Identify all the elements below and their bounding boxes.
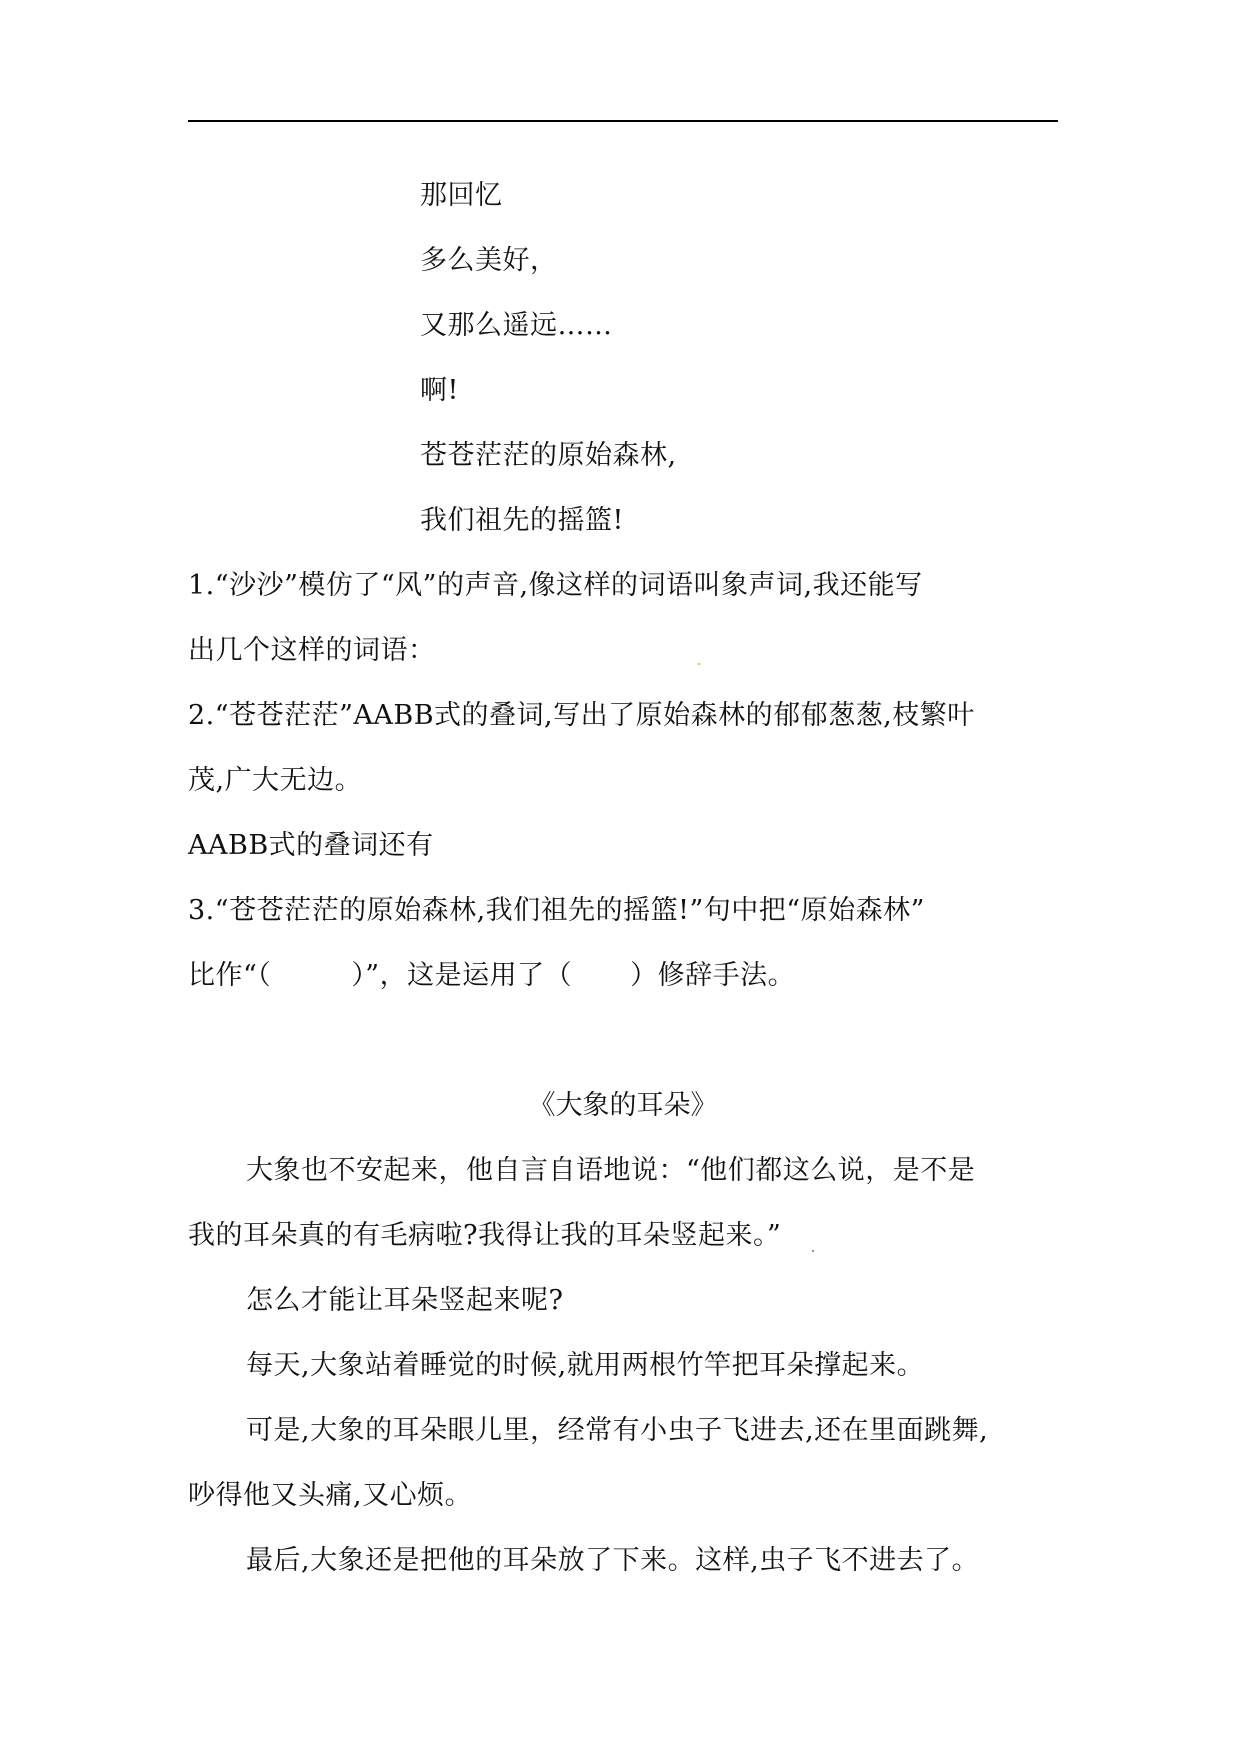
q3-compare-suffix: ）修辞手法。 — [630, 960, 796, 991]
story-p1-line-1: 大象也不安起来，他自言自语地说：“他们都这么说，是不是 — [246, 1155, 976, 1186]
question-2-line-2: 茂,广大无边。 — [188, 765, 363, 796]
header-rule — [188, 120, 1058, 122]
poem-line-3: 又那么遥远…… — [420, 310, 613, 341]
question-1-line-1: 1.“沙沙”模仿了“风”的声音,像这样的词语叫象声词,我还能写 — [188, 570, 923, 601]
story-p5: 最后,大象还是把他的耳朵放了下来。这样,虫子飞不进去了。 — [246, 1545, 980, 1576]
speck-mark-2 — [812, 1250, 814, 1252]
story-p4-line-1: 可是,大象的耳朵眼儿里，经常有小虫子飞进去,还在里面跳舞, — [246, 1415, 989, 1446]
story-title: 《大象的耳朵》 — [528, 1090, 718, 1121]
story-p2: 怎么才能让耳朵竖起来呢? — [246, 1285, 564, 1316]
question-3-line-1: 3.“苍苍茫茫的原始森林,我们祖先的摇篮!”句中把“原始森林” — [188, 895, 925, 926]
speck-mark — [698, 663, 700, 665]
story-p1-line-2: 我的耳朵真的有毛病啦?我得让我的耳朵竖起来。” — [188, 1220, 782, 1251]
question-3-line-2 — [188, 958, 1068, 994]
poem-line-2: 多么美好， — [420, 245, 558, 276]
story-p4-line-2: 吵得他又头痛,又心烦。 — [188, 1480, 473, 1511]
question-1-line-2: 出几个这样的词语： — [188, 635, 436, 666]
q3-compare-prefix: 比作“（ — [188, 960, 272, 991]
question-2-line-1: 2.“苍苍茫茫”AABB式的叠词,写出了原始森林的郁郁葱葱,枝繁叶 — [188, 700, 975, 731]
q3-compare-middle: ）”，这是运用了（ — [351, 960, 573, 991]
poem-line-4: 啊! — [420, 375, 459, 406]
poem-line-1: 那回忆 — [420, 180, 503, 211]
story-p3: 每天,大象站着睡觉的时候,就用两根竹竿把耳朵撑起来。 — [246, 1350, 925, 1381]
question-2-line-3: AABB式的叠词还有 — [188, 830, 434, 861]
poem-line-6: 我们祖先的摇篮! — [420, 505, 624, 536]
poem-line-5: 苍苍茫茫的原始森林, — [420, 440, 677, 471]
